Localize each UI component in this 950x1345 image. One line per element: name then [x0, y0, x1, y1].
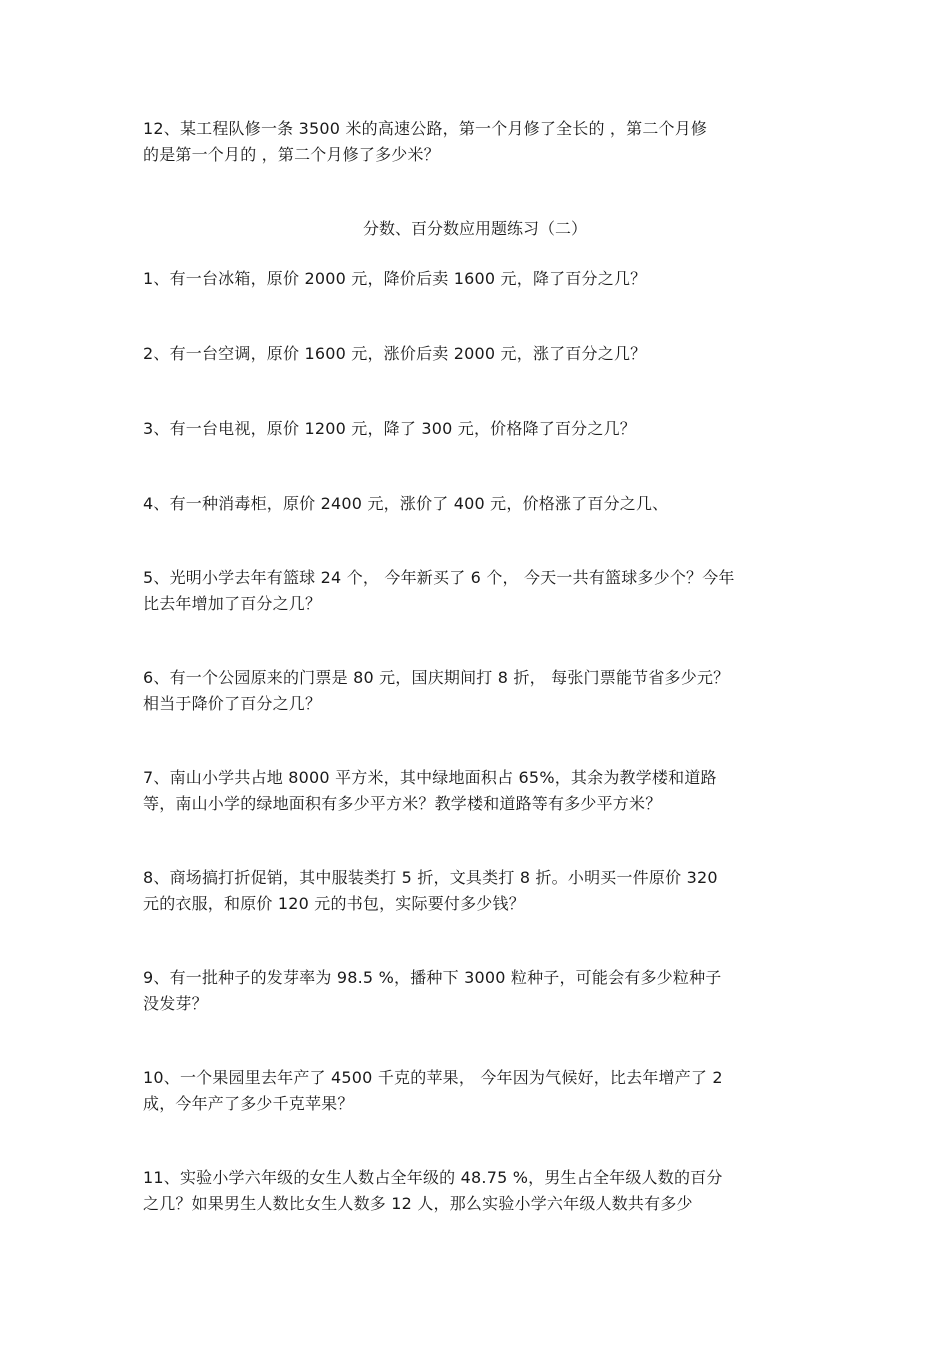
problem-6-line-1: 6、有一个公园原来的门票是 80 元，国庆期间打 8 折， 每张门票能节省多少元？ — [143, 668, 730, 687]
problem-5-line-2: 比去年增加了百分之几？ — [143, 594, 322, 613]
problem-3: 3、有一台电视，原价 1200 元，降了 300 元，价格降了百分之几？ — [143, 419, 636, 438]
problem-11-line-1: 11、实验小学六年级的女生人数占全年级的 48.75 %，男生占全年级人数的百分 — [143, 1168, 723, 1187]
problem-12-line-1: 12、某工程队修一条 3500 米的高速公路，第一个月修了全长的 ，第二个月修 — [143, 119, 708, 138]
problem-9-line-2: 没发芽？ — [143, 994, 208, 1013]
problem-7-line-2: 等，南山小学的绿地面积有多少平方米？教学楼和道路等有多少平方米？ — [143, 794, 662, 813]
section-title: 分数、百分数应用题练习（二） — [362, 219, 587, 238]
problem-7-line-1: 7、南山小学共占地 8000 平方米，其中绿地面积占 65%，其余为教学楼和道路 — [143, 768, 717, 787]
problem-1: 1、有一台冰箱，原价 2000 元，降价后卖 1600 元，降了百分之几？ — [143, 269, 647, 288]
problem-2: 2、有一台空调，原价 1600 元，涨价后卖 2000 元，涨了百分之几？ — [143, 344, 647, 363]
problem-8-line-2: 元的衣服，和原价 120 元的书包，实际要付多少钱？ — [143, 894, 525, 913]
problem-10-line-1: 10、一个果园里去年产了 4500 千克的苹果， 今年因为气候好，比去年增产了 2 — [143, 1068, 723, 1087]
problem-12-line-2: 的是第一个月的 ，第二个月修了多少米？ — [143, 145, 440, 164]
problem-5-line-1: 5、光明小学去年有篮球 24 个， 今年新买了 6 个， 今天一共有篮球多少个？今年 — [143, 568, 735, 587]
problem-11-line-2: 之几？如果男生人数比女生人数多 12 人，那么实验小学六年级人数共有多少 — [143, 1194, 693, 1213]
problem-6-line-2: 相当于降价了百分之几？ — [143, 694, 322, 713]
problem-4: 4、有一种消毒柜，原价 2400 元，涨价了 400 元，价格涨了百分之几、 — [143, 494, 669, 513]
problem-10-line-2: 成，今年产了多少千克苹果？ — [143, 1094, 354, 1113]
problem-8-line-1: 8、商场搞打折促销，其中服装类打 5 折，文具类打 8 折。小明买一件原价 320 — [143, 868, 718, 887]
problem-9-line-1: 9、有一批种子的发芽率为 98.5 %，播种下 3000 粒种子，可能会有多少粒种子 — [143, 968, 722, 987]
